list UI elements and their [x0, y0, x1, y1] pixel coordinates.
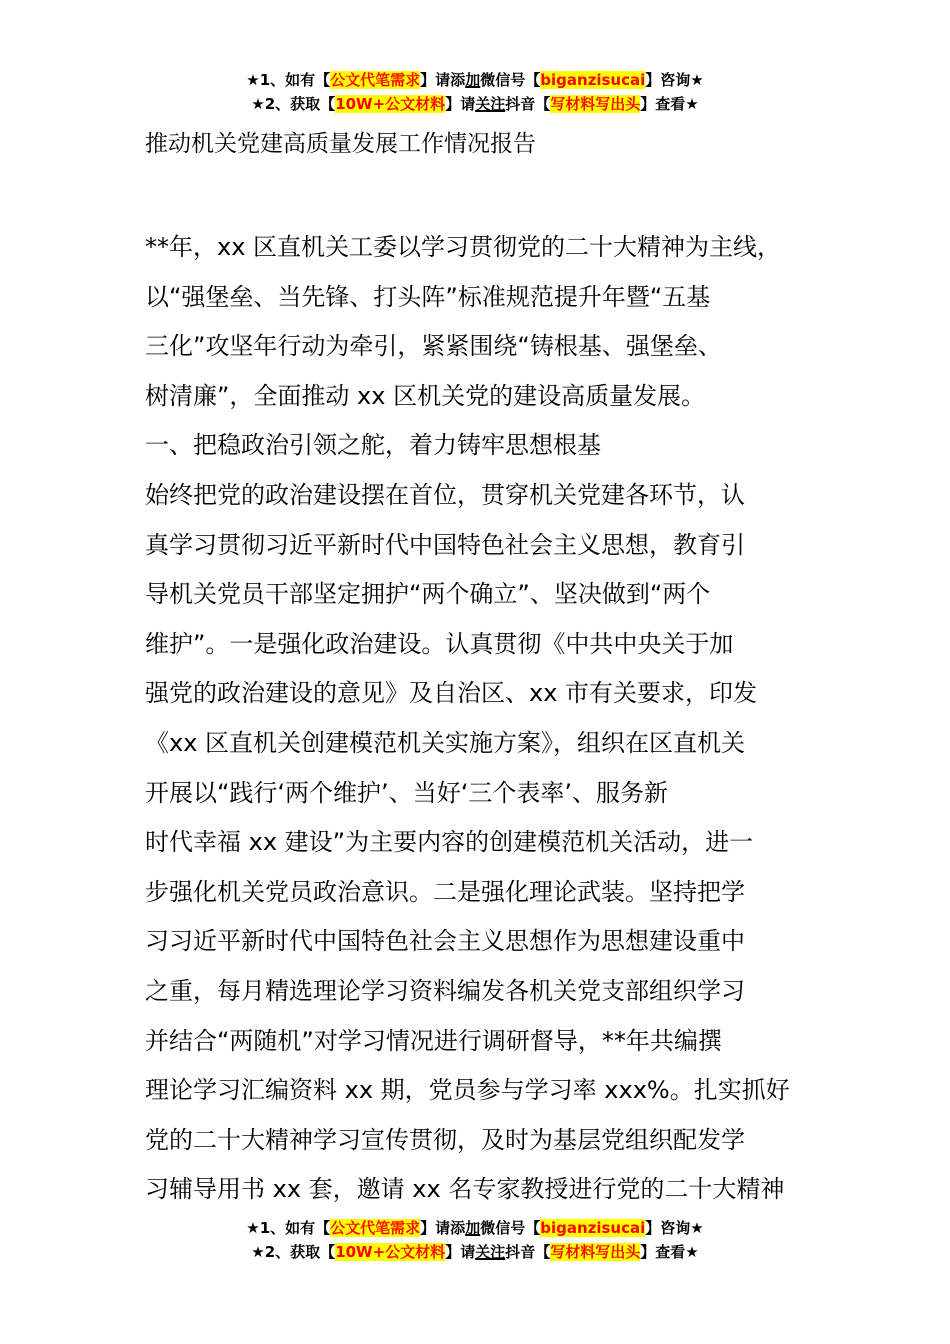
body-line: 三化”攻坚年行动为牵引，紧紧围绕“铸根基、强堡垒、	[145, 332, 722, 361]
body-line: 强党的政治建设的意见》及自治区、xx 市有关要求，印发	[145, 679, 758, 708]
body-line: 树清廉”，全面推动 xx 区机关党的建设高质量发展。	[145, 381, 706, 410]
banner-douyin-account: 写材料写出头	[550, 95, 641, 113]
body-line: 真学习贯彻习近平新时代中国特色社会主义思想，教育引	[145, 530, 745, 559]
banner-highlight: 10W+公文材料	[335, 95, 446, 113]
banner-line-2	[0, 1240, 950, 1264]
banner-text: 】请添	[420, 71, 466, 89]
banner-douyin-account: 写材料写出头	[550, 1243, 641, 1261]
body-line: 《xx 区直机关创建模范机关实施方案》，组织在区直机关	[145, 728, 746, 757]
banner-wechat-id: biganzisucai	[540, 71, 646, 89]
body-line: 始终把党的政治建设摆在首位，贯穿机关党建各环节，认	[145, 480, 745, 509]
banner-text: ★1、如有【	[246, 1219, 331, 1237]
body-line: 党的二十大精神学习宣传贯彻，及时为基层党组织配发学	[145, 1125, 745, 1154]
header-banner	[0, 68, 950, 116]
body-line: 以“强堡垒、当先锋、打头阵”标准规范提升年暨“五基	[145, 282, 711, 311]
body-line: 开展以“践行‘两个维护’、当好‘三个表率’、服务新	[145, 778, 668, 807]
banner-text: 微信号【	[480, 71, 541, 89]
banner-text: 】咨询★	[645, 1219, 704, 1237]
body-line: 理论学习汇编资料 xx 期，党员参与学习率 xxx%。扎实抓好	[145, 1076, 790, 1105]
banner-line-2	[0, 92, 950, 116]
section-heading: 一、把稳政治引领之舵，着力铸牢思想根基	[145, 431, 601, 460]
body-line: 习辅导用书 xx 套，邀请 xx 名专家教授进行党的二十大精神	[145, 1175, 785, 1204]
banner-highlight: 公文代笔需求	[330, 1219, 421, 1237]
banner-text: 】查看★	[640, 95, 699, 113]
banner-underlined-text: 关注	[475, 95, 506, 113]
body-line: 维护”。一是强化政治建设。认真贯彻《中共中央关于加	[145, 629, 734, 658]
banner-text: 】请	[445, 95, 476, 113]
banner-underlined-text: 加	[465, 1219, 481, 1237]
banner-highlight: 公文代笔需求	[330, 71, 421, 89]
banner-text: 抖音【	[505, 95, 551, 113]
banner-wechat-id: biganzisucai	[540, 1219, 646, 1237]
banner-text: 】请添	[420, 1219, 466, 1237]
body-line: 导机关党员干部坚定拥护“两个确立”、坚决做到“两个	[145, 580, 711, 609]
body-line: **年，xx 区直机关工委以学习贯彻党的二十大精神为主线，	[145, 233, 782, 261]
body-line: 习习近平新时代中国特色社会主义思想作为思想建设重中	[145, 927, 745, 956]
banner-line-1	[0, 68, 950, 92]
banner-text: 微信号【	[480, 1219, 541, 1237]
banner-text: 抖音【	[505, 1243, 551, 1261]
banner-text: 】请	[445, 1243, 476, 1261]
banner-text: 】咨询★	[645, 71, 704, 89]
document-title: 推动机关党建高质量发展工作情况报告	[145, 131, 536, 157]
banner-text: ★2、获取【	[251, 95, 336, 113]
body-line: 之重，每月精选理论学习资料编发各机关党支部组织学习	[145, 976, 745, 1005]
banner-text: 】查看★	[640, 1243, 699, 1261]
body-line: 并结合“两随机”对学习情况进行调研督导，**年共编撰	[145, 1026, 722, 1055]
footer-banner	[0, 1216, 950, 1264]
banner-underlined-text: 加	[465, 71, 481, 89]
banner-underlined-text: 关注	[475, 1243, 506, 1261]
document-body	[145, 223, 825, 1215]
banner-text: ★2、获取【	[251, 1243, 336, 1261]
banner-text: ★1、如有【	[246, 71, 331, 89]
banner-highlight: 10W+公文材料	[335, 1243, 446, 1261]
body-line: 时代幸福 xx 建设”为主要内容的创建模范机关活动，进一	[145, 828, 754, 857]
body-line: 步强化机关党员政治意识。二是强化理论武装。坚持把学	[145, 877, 745, 906]
banner-line-1	[0, 1216, 950, 1240]
